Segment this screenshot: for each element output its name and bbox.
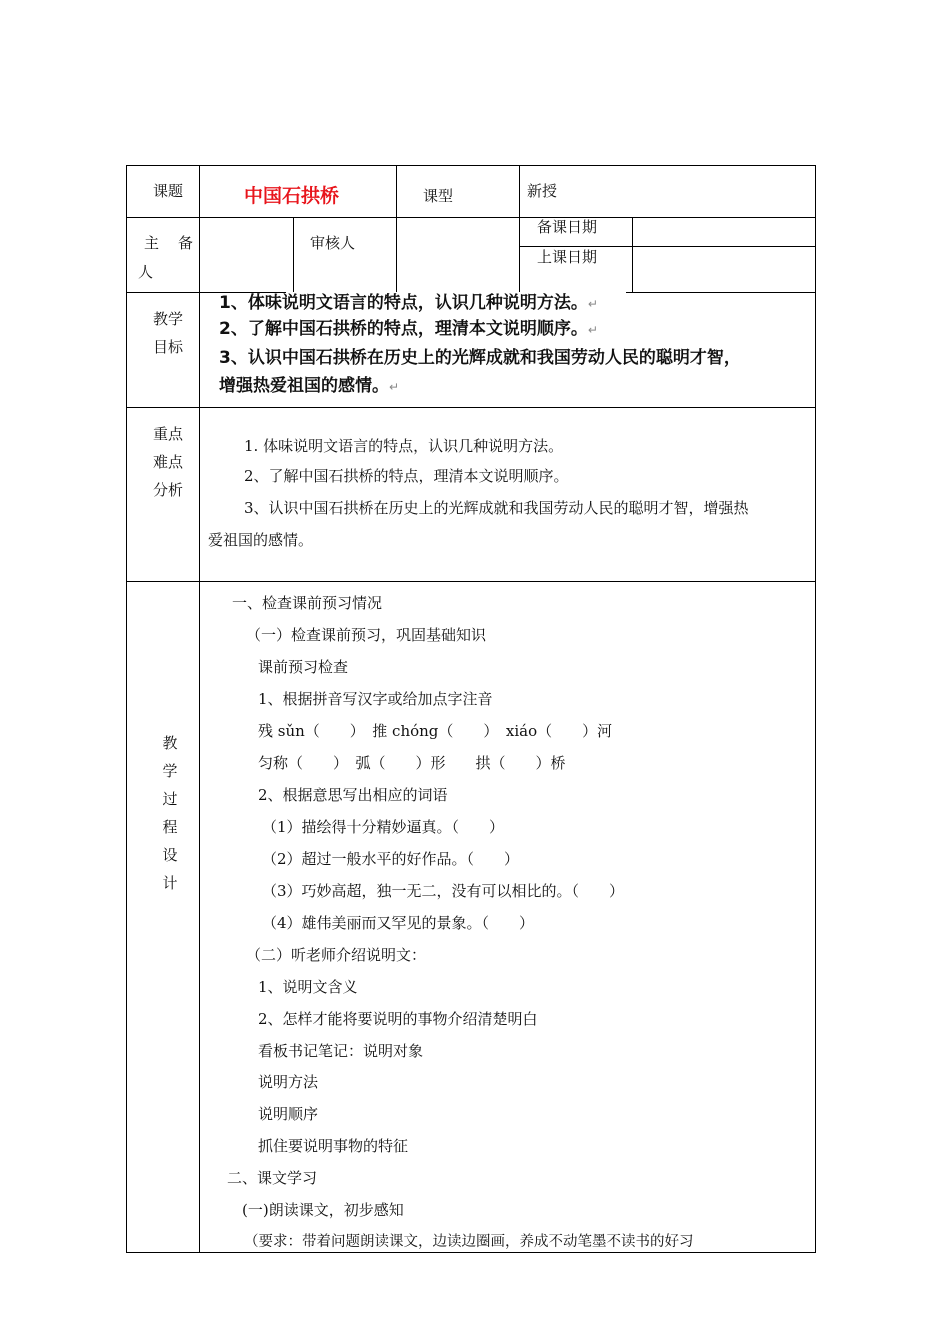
process-line: (一)朗读课文，初步感知 xyxy=(242,1201,404,1219)
reviewer-label: 审核人 xyxy=(310,234,356,252)
process-line: （4）雄伟美丽而又罕见的景象。（ ） xyxy=(262,914,535,932)
preparer-label-suffix: 人 xyxy=(138,263,154,281)
process-line: 二、课文学习 xyxy=(227,1169,318,1187)
process-label-char: 设 xyxy=(162,846,178,864)
process-line: （二）听老师介绍说明文： xyxy=(246,946,427,964)
process-line: （3）巧妙高超，独一无二，没有可以相比的。（ ） xyxy=(262,882,625,900)
key-point-line: 2、了解中国石拱桥的特点，理清本文说明顺序。 xyxy=(244,467,569,485)
process-line: 抓住要说明事物的特征 xyxy=(258,1137,409,1155)
objectives-label: 教学 xyxy=(153,310,184,328)
process-line: 一、检查课前预习情况 xyxy=(232,594,383,612)
process-line: （1）描绘得十分精妙逼真。（ ） xyxy=(262,818,505,836)
process-label-char: 程 xyxy=(162,818,178,836)
process-line: 1、说明文含义 xyxy=(258,978,358,996)
process-label-char: 计 xyxy=(162,874,178,892)
key-points-label: 难点 xyxy=(153,453,184,471)
process-line: 2、根据意思写出相应的词语 xyxy=(258,786,448,804)
process-label-char: 过 xyxy=(162,790,178,808)
key-point-line: 3、认识中国石拱桥在历史上的光辉成就和我国劳动人民的聪明才智，增强热 xyxy=(244,499,749,517)
process-line: 2、怎样才能将要说明的事物介绍清楚明白 xyxy=(258,1010,538,1028)
process-line: 说明方法 xyxy=(258,1073,319,1091)
process-label-char: 学 xyxy=(162,762,178,780)
process-line: 匀称（ ） 弧（ ）形 拱（ ）桥 xyxy=(258,754,566,772)
course-type-value: 新授 xyxy=(527,182,558,200)
prep-date-label: 备课日期 xyxy=(537,218,598,236)
course-type-label: 课型 xyxy=(423,187,454,205)
objective-item: 增强热爱祖国的感情。↵ xyxy=(219,376,400,396)
process-line: （2）超过一般水平的好作品。（ ） xyxy=(262,850,520,868)
course-label: 课题 xyxy=(153,182,184,200)
key-points-label: 重点 xyxy=(153,425,184,443)
process-line: 看板书记笔记：说明对象 xyxy=(258,1042,424,1060)
objectives-label-2: 目标 xyxy=(153,338,184,356)
key-point-line: 爱祖国的感情。 xyxy=(208,531,314,549)
class-date-label: 上课日期 xyxy=(537,248,598,266)
key-point-line: 1. 体味说明文语言的特点，认识几种说明方法。 xyxy=(244,437,564,455)
process-line: 残 sǔn（ ） 推 chóng（ ） xiáo（ ）河 xyxy=(258,722,613,740)
process-line: （要求：带着问题朗读课文，边读边圈画，养成不动笔墨不读书的好习 xyxy=(244,1234,694,1250)
objective-item: 1、体味说明文语言的特点，认识几种说明方法。↵ xyxy=(219,293,598,313)
objective-item: 3、认识中国石拱桥在历史上的光辉成就和我国劳动人民的聪明才智， xyxy=(219,348,741,368)
key-points-label: 分析 xyxy=(153,481,184,499)
process-label-char: 教 xyxy=(162,734,178,752)
process-line: 说明顺序 xyxy=(258,1105,319,1123)
process-line: （一）检查课前预习，巩固基础知识 xyxy=(246,626,487,644)
preparer-label: 主 备 xyxy=(144,234,196,252)
process-line: 课前预习检查 xyxy=(258,658,349,676)
course-title: 中国石拱桥 xyxy=(244,185,340,207)
process-line: 1、根据拼音写汉字或给加点字注音 xyxy=(258,690,493,708)
objective-item: 2、了解中国石拱桥的特点，理清本文说明顺序。↵ xyxy=(219,319,598,339)
